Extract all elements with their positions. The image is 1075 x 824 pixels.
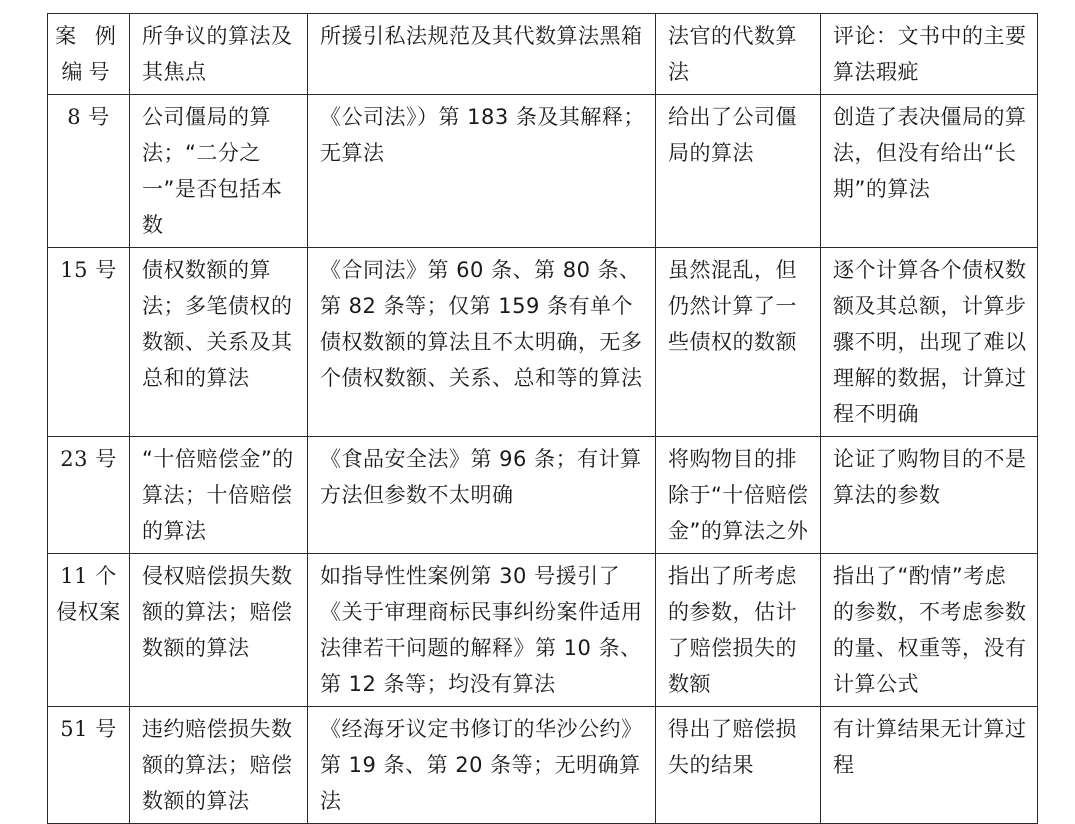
case-no-cell: 15 号 xyxy=(48,248,130,437)
cited-norms-cell: 如指导性性案例第 30 号援引了《关于审理商标民事纠纷案件适用法律若干问题的解释》第 10 条、第 12 条等；均没有算法 xyxy=(308,554,656,707)
header-comment: 评论：文书中的主要算法瑕疵 xyxy=(821,14,1038,95)
comment-cell: 创造了表决僵局的算法，但没有给出“长期”的算法 xyxy=(821,95,1038,248)
comment-cell: 有计算结果无计算过程 xyxy=(821,707,1038,824)
cited-norms-cell: 《食品安全法》第 96 条；有计算方法但参数不太明确 xyxy=(308,437,656,554)
judge-algorithm-cell: 虽然混乱，但仍然计算了一些债权的数额 xyxy=(656,248,821,437)
table-row xyxy=(48,707,1038,824)
judge-algorithm-cell: 得出了赔偿损失的结果 xyxy=(656,707,821,824)
comment-cell: 逐个计算各个债权数额及其总额，计算步骤不明，出现了难以理解的数据，计算过程不明确 xyxy=(821,248,1038,437)
case-no-cell: 8 号 xyxy=(48,95,130,248)
disputed-algorithm-cell: 债权数额的算法；多笔债权的数额、关系及其总和的算法 xyxy=(130,248,308,437)
cited-norms-cell: 《合同法》第 60 条、第 80 条、第 82 条等；仅第 159 条有单个债权数额的算法且不太明确，无多个债权数额、关系、总和等的算法 xyxy=(308,248,656,437)
table-row xyxy=(48,437,1038,554)
case-no-cell: 51 号 xyxy=(48,707,130,824)
case-table xyxy=(47,13,1038,824)
disputed-algorithm-cell: 违约赔偿损失数额的算法；赔偿数额的算法 xyxy=(130,707,308,824)
disputed-algorithm-cell: 公司僵局的算法；“二分之一”是否包括本数 xyxy=(130,95,308,248)
table-row xyxy=(48,95,1038,248)
table-row xyxy=(48,554,1038,707)
comment-cell: 指出了“酌情”考虑的参数，不考虑参数的量、权重等，没有计算公式 xyxy=(821,554,1038,707)
table-row xyxy=(48,248,1038,437)
case-no-cell: 23 号 xyxy=(48,437,130,554)
header-case-no: 案 例 编号 xyxy=(48,14,130,95)
cited-norms-cell: 《公司法》）第 183 条及其解释；无算法 xyxy=(308,95,656,248)
comment-cell: 论证了购物目的不是算法的参数 xyxy=(821,437,1038,554)
table-header-row xyxy=(48,14,1038,95)
disputed-algorithm-cell: “十倍赔偿金”的算法；十倍赔偿的算法 xyxy=(130,437,308,554)
judge-algorithm-cell: 给出了公司僵局的算法 xyxy=(656,95,821,248)
header-cited-norms: 所援引私法规范及其代数算法黑箱 xyxy=(308,14,656,95)
disputed-algorithm-cell: 侵权赔偿损失数额的算法；赔偿数额的算法 xyxy=(130,554,308,707)
judge-algorithm-cell: 指出了所考虑的参数，估计了赔偿损失的数额 xyxy=(656,554,821,707)
header-judge-algorithm: 法官的代数算法 xyxy=(656,14,821,95)
header-disputed-algorithm: 所争议的算法及其焦点 xyxy=(130,14,308,95)
judge-algorithm-cell: 将购物目的排除于“十倍赔偿金”的算法之外 xyxy=(656,437,821,554)
case-no-cell: 11 个侵权案 xyxy=(48,554,130,707)
cited-norms-cell: 《经海牙议定书修订的华沙公约》第 19 条、第 20 条等；无明确算法 xyxy=(308,707,656,824)
